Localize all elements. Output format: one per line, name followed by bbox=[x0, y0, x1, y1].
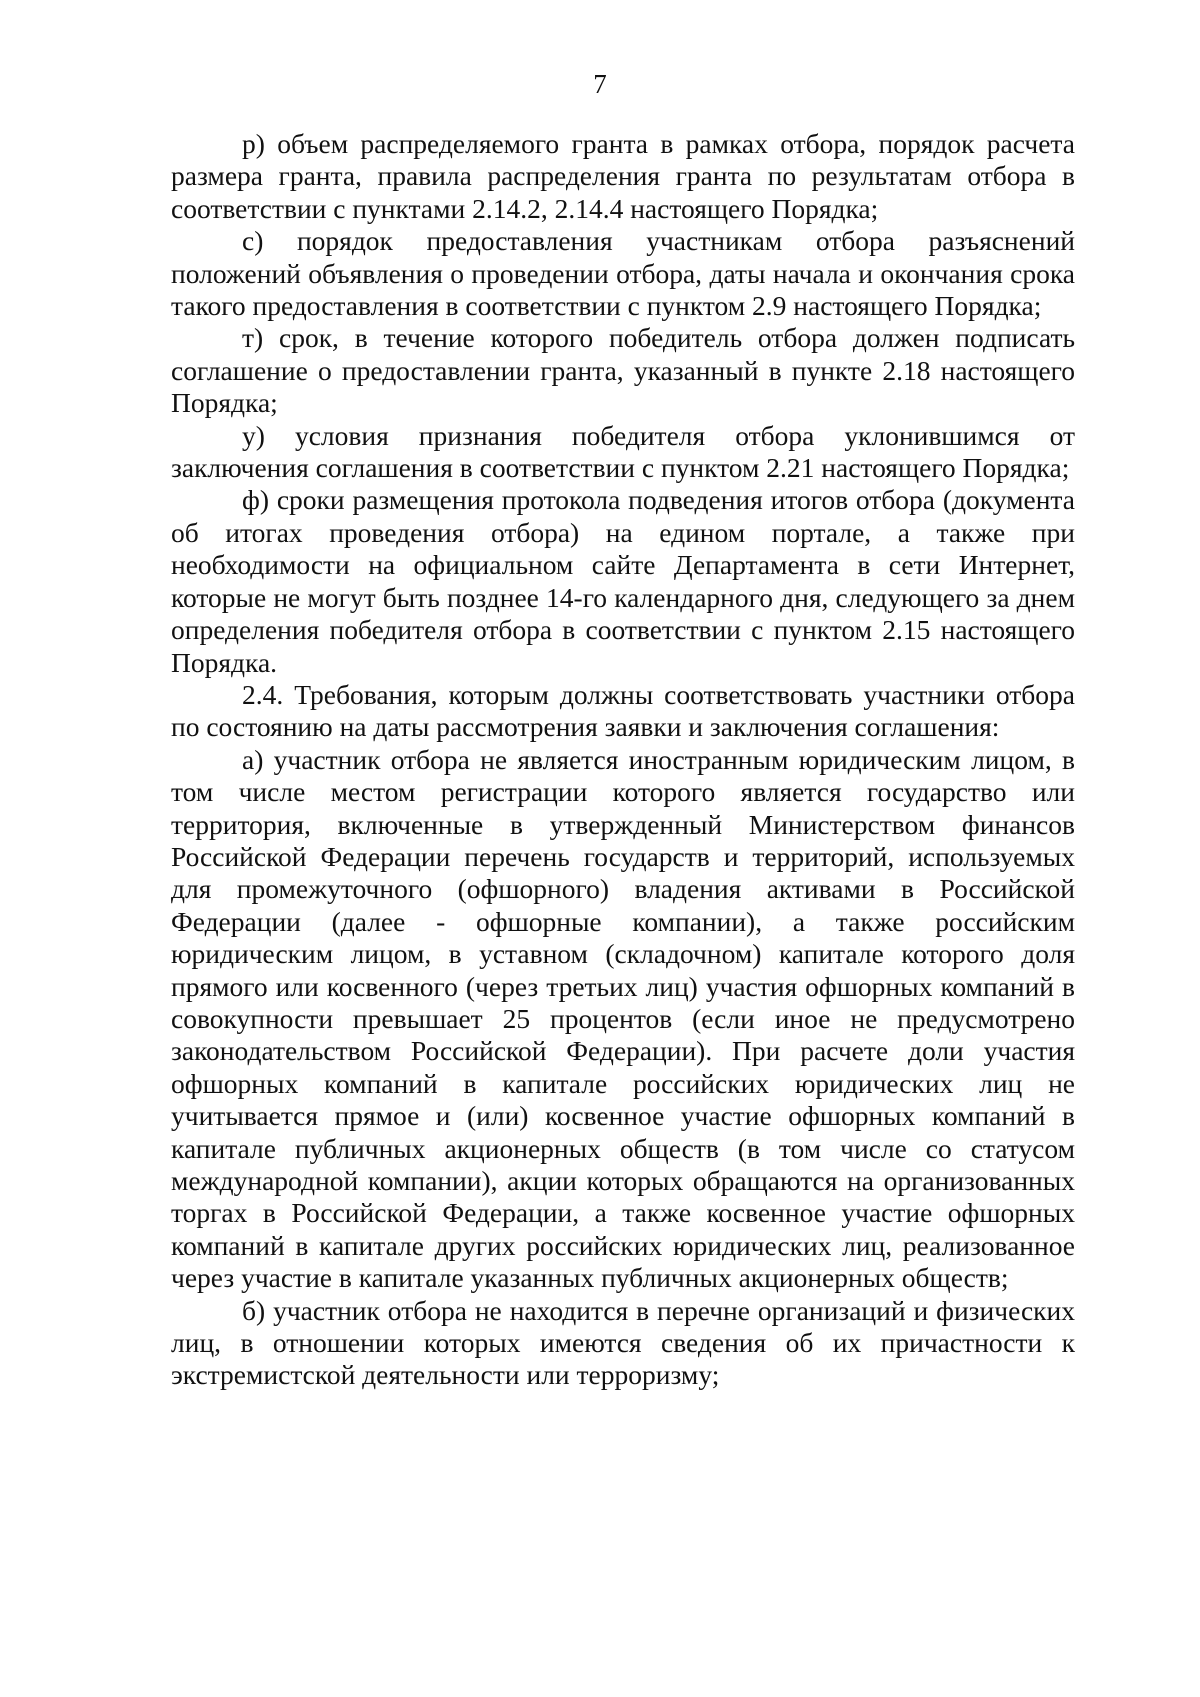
paragraph-t: т) срок, в течение которого победитель отбора должен подписать соглашение о предоставлении гранта, указанный в пункте 2.18 настоящего Порядка; bbox=[171, 322, 1075, 419]
section-2-4-heading: 2.4. Требования, которым должны соответствовать участники отбора по состоянию на даты рассмотрения заявки и заключения соглашения: bbox=[171, 678, 1075, 743]
paragraph-f: ф) сроки размещения протокола подведения итогов отбора (документа об итогах проведения отбора) на едином портале, а также при необходимости на официальном сайте Департамента в сети Интернет, которые не могут быть позднее 14-го календарного дня, следующего за днем определения победителя отбора в соответствии с пунктом 2.15 настоящего Порядка. bbox=[171, 484, 1075, 678]
page-number: 7 bbox=[593, 69, 607, 99]
paragraph-b: б) участник отбора не находится в перечне организаций и физических лиц, в отношении которых имеются сведения об их причастности к экстремистской деятельности или терроризму; bbox=[171, 1294, 1075, 1391]
paragraph-s: с) порядок предоставления участникам отбора разъяснений положений объявления о проведении отбора, даты начала и окончания срока такого предоставления в соответствии с пунктом 2.9 настоящего Порядка; bbox=[171, 225, 1075, 322]
paragraph-r: р) объем распределяемого гранта в рамках отбора, порядок расчета размера гранта, правила распределения гранта по результатам отбора в соответствии с пунктами 2.14.2, 2.14.4 настоящего Порядка; bbox=[171, 128, 1075, 224]
paragraph-u: у) условия признания победителя отбора уклонившимся от заключения соглашения в соответствии с пунктом 2.21 настоящего Порядка; bbox=[171, 419, 1075, 484]
paragraph-a: а) участник отбора не является иностранным юридическим лицом, в том числе местом регистрации которого является государство или территория, включенные в утвержденный Министерством финансов Российской Федерации перечень государств и территорий, используемых для промежуточного (офшорного) владения активами в Российской Федерации (далее - офшорные компании), а также российским юридическим лицом, в уставном (складочном) капитале которого доля прямого или косвенного (через третьих лиц) участия офшорных компаний в совокупности превышает 25 процентов (если иное не предусмотрено законодательством Российской Федерации). При расчете доли участия офшорных компаний в капитале российских юридических лиц не учитывается прямое и (или) косвенное участие офшорных компаний в капитале публичных акционерных обществ (в том числе со статусом международной компании), акции которых обращаются на организованных торгах в Российской Федерации, а также косвенное участие офшорных компаний в капитале других российских юридических лиц, реализованное через участие в капитале указанных публичных акционерных обществ; bbox=[171, 743, 1075, 1294]
document-body bbox=[171, 128, 1075, 1392]
